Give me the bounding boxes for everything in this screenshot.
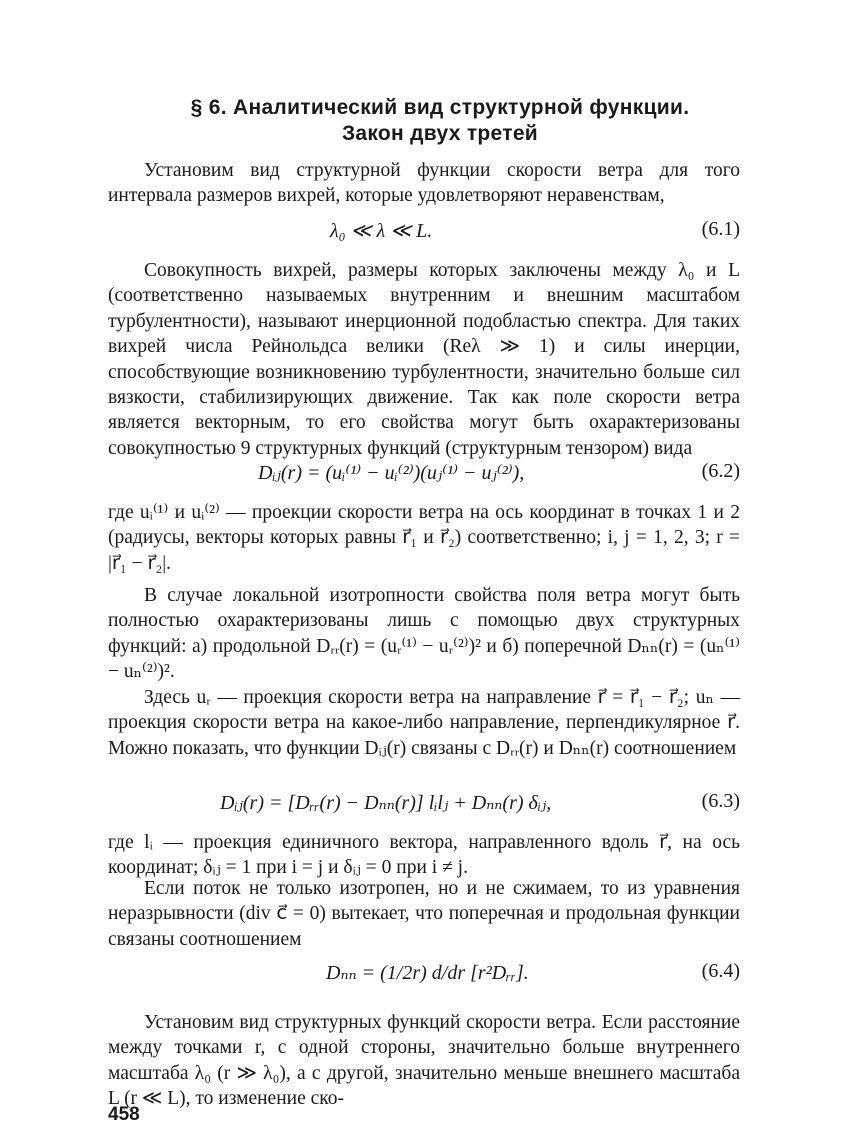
equation-6-4-expr: Dₙₙ = (1/2r) d/dr [r²Dᵣᵣ]. xyxy=(326,962,529,984)
equation-6-1-expr: λ₀ ≪ λ ≪ L. xyxy=(330,220,433,242)
equation-6-4 xyxy=(108,960,740,988)
equation-6-1-number: (6.1) xyxy=(701,218,740,240)
paragraph-3: где uᵢ⁽¹⁾ и uᵢ⁽²⁾ — проекции скорости ветра на ось координат в точках 1 и 2 (радиусы, векторы которых равны r⃗₁ и r⃗₂) соответственно; i, j = 1, 2, 3; r = |r⃗₁ − r⃗₂|. xyxy=(108,502,740,574)
paragraph-4: В случае локальной изотропности свойства поля ветра могут быть полностью охарактеризованы лишь с помощью двух структурных функций: а) продольной Dᵣᵣ(r) = (uᵣ⁽¹⁾ − uᵣ⁽²⁾)² и б) поперечной Dₙₙ(r) = (uₙ⁽¹⁾ − uₙ⁽²⁾)². xyxy=(108,585,740,683)
paragraph-6: где lᵢ — проекция единичного вектора, направленного вдоль r⃗, на ось координат; δᵢⱼ = 1 при i = j и δᵢⱼ = 0 при i ≠ j. xyxy=(108,832,740,879)
section-heading-line-2: Закон двух третей xyxy=(341,122,539,145)
page-number: 458 xyxy=(108,1104,140,1125)
equation-6-3-expr: Dᵢⱼ(r) = [Dᵣᵣ(r) − Dₙₙ(r)] lᵢlⱼ + Dₙₙ(r) δᵢⱼ, xyxy=(220,792,552,814)
paragraph-2: Совокупность вихрей, размеры которых заключены между λ₀ и L (соответственно называемых внутренним и внешним масштабом турбулентности), называют инерционной подобластью спектра. Для таких вихрей числа Рейнольдса велики (Reλ ≫ 1) и силы инерции, способствующие возникновению турбулентности, значительно больше сил вязкости, стабилизирующих движение. Так как поле скорости ветра является векторным, то его свойства могут быть охарактеризованы совокупностью 9 структурных функций (структурным тензором) вида xyxy=(108,260,740,459)
section-heading-line-1: § 6. Аналитический вид структурной функции. xyxy=(190,96,690,119)
paragraph-7: Если поток не только изотропен, но и не сжимаем, то из уравнения неразрывности (div c⃗ = 0) вытекает, что поперечная и продольная функции связаны соотношением xyxy=(108,878,740,950)
equation-6-4-number: (6.4) xyxy=(701,960,740,982)
equation-6-2-number: (6.2) xyxy=(701,460,740,482)
equation-6-2 xyxy=(108,460,740,488)
equation-6-1 xyxy=(108,218,740,246)
paragraph-1: Установим вид структурной функции скорости ветра для того интервала размеров вихрей, которые удовлетворяют неравенствам, xyxy=(108,160,740,207)
equation-6-3-number: (6.3) xyxy=(701,790,740,812)
paragraph-8: Установим вид структурных функций скорости ветра. Если расстояние между точками r, с одной стороны, значительно больше внутреннего масштаба λ₀ (r ≫ λ₀), а с другой, значительно меньше внешнего масштаба L (r ≪ L), то изменение ско- xyxy=(108,1012,740,1110)
paragraph-5: Здесь uᵣ — проекция скорости ветра на направление r⃗ = r⃗₁ − r⃗₂; uₙ — проекция скорости ветра на какое-либо направление, перпендикулярное r⃗. Можно показать, что функции Dᵢⱼ(r) связаны с Dᵣᵣ(r) и Dₙₙ(r) соотношением xyxy=(108,687,740,759)
equation-6-3 xyxy=(108,790,740,818)
equation-6-2-expr: Dᵢⱼ(r) = (uᵢ⁽¹⁾ − uᵢ⁽²⁾)(uⱼ⁽¹⁾ − uⱼ⁽²⁾), xyxy=(258,462,525,484)
